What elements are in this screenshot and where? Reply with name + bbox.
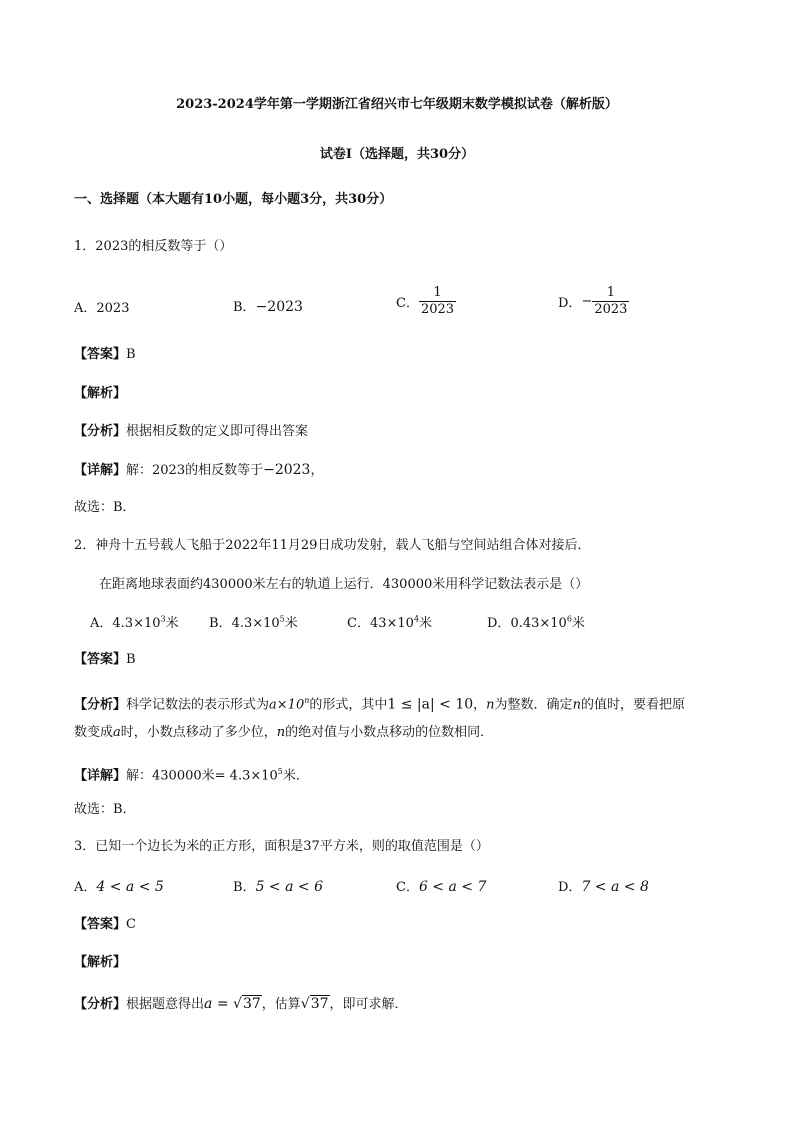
q3-radicand: 37 [242,996,261,1012]
document-title: 2023-2024学年第一学期浙江省绍兴市七年级期末数学模拟试卷（解析版） [176,97,618,112]
q2-detail-exp: 5 [277,767,283,776]
q2-analysis-text-d: 为整数．确定 [494,697,573,713]
q2-formula-exp: n [304,696,310,705]
q3-option-a-expr: 4 < a < 5 [96,879,164,895]
q1-option-c-denominator: 2023 [420,302,455,317]
q1-analysis [74,423,308,441]
q3-analysis-text-a: 根据题意得出 [126,997,205,1012]
q2-answer-tag: 【答案】 [74,652,127,667]
q2-choice: 故选：B． [74,802,136,817]
q1-option-d-fraction [592,285,629,318]
q3-option-c [396,876,486,895]
q1-option-c-label: C． [396,296,419,311]
q1-option-c-numerator: 1 [419,285,456,302]
q2-option-b-unit: 米 [284,616,298,631]
q2-option-a-base: 4.3×10 [112,616,161,631]
q1-detail-value: −2023 [263,462,311,478]
q1-choice: 故选：B． [74,500,136,515]
q2-detail-end: 米． [282,768,309,784]
q3-option-b [233,876,323,895]
q2-option-b [209,612,298,631]
q1-detail-pre: 解：2023的相反数等于 [126,463,264,478]
q2-var-n2: n [572,697,581,713]
q1-option-c [396,285,456,318]
q1-stem: 1．2023的相反数等于（） [74,239,233,254]
q3-answer-tag: 【答案】 [74,917,127,932]
q2-inequality: 1 ≤ |a| < 10 [387,696,474,713]
q3-radicand2: 37 [310,996,329,1012]
q2-detail-pre: 解：430000米 [126,768,215,784]
part-heading: 一、选择题（本大题有10小题，每小题3分，共30分） [74,192,393,207]
q2-stem-line1: 2．神舟十五号载人飞船于2022年11月29日成功发射，载人飞船与空间站组合体对接后． [74,538,591,553]
q2-analysis-line2 [74,724,493,742]
q2-analysis-text-e: 的值时，要看把原 [580,697,685,713]
q1-detail [74,461,323,480]
q1-answer-value: B [126,347,136,362]
q3-analysis-tag: 【分析】 [74,997,127,1012]
q3-answer-value: C [126,917,136,932]
q3-analysis [74,995,408,1014]
q1-option-d-numerator: 1 [592,285,629,302]
q2-detail-tag: 【详解】 [74,768,127,784]
q2-option-b-exp: 5 [279,614,285,624]
q2-option-c [347,612,432,631]
q1-option-d [558,285,629,318]
q1-jiexi-tag: 【解析】 [74,386,127,401]
q3-option-c-expr: 6 < a < 7 [418,879,487,895]
q3-option-d-label: D． [558,880,582,895]
q2-answer [74,651,136,669]
q3-option-c-label: C． [396,880,419,895]
q3-option-b-label: B． [233,880,256,895]
q2-var-n3: n [276,725,286,740]
q1-option-b [233,296,303,315]
q3-analysis-text-c: ，即可求解． [329,997,408,1012]
q2-option-a-label: A． [90,616,113,631]
q1-answer-tag: 【答案】 [74,347,127,362]
q2-option-b-label: B． [209,616,232,631]
q2-var-a: a [113,725,121,740]
q2-var-n: n [486,697,495,713]
q3-analysis-text-b: ，估算 [261,997,301,1012]
q2-option-a-exp: 3 [160,614,166,624]
q3-option-b-expr: 5 < a < 6 [255,879,323,895]
q2-option-a-unit: 米 [165,616,179,631]
q3-option-a [74,876,164,895]
q1-analysis-text: 根据相反数的定义即可得出答案 [126,424,309,439]
q1-option-b-value: −2023 [255,299,303,315]
q2-detail-eq: = 4.3×10 [214,768,278,784]
q2-stem-line2: 在距离地球表面约430000米左右的轨道上运行．430000米用科学记数法表示是（） [99,577,589,592]
q2-analysis2-text-a: 数变成 [74,725,114,740]
q2-option-d [487,612,585,631]
section-title: 试卷Ⅰ（选择题，共30分） [319,147,475,162]
q1-analysis-tag: 【分析】 [74,424,127,439]
q2-analysis-text-c: ， [473,697,487,713]
q2-option-b-base: 4.3×10 [231,616,280,631]
q1-detail-end: ， [310,463,324,478]
q2-formula-base: a×10 [269,697,305,713]
q2-analysis2-text-c: 的绝对值与小数点移动的位数相同． [285,725,494,740]
q1-option-d-sign: − [581,294,593,309]
q2-option-d-label: D． [487,616,511,631]
q1-option-a: A．2023 [74,301,130,316]
q3-jiexi-tag: 【解析】 [74,955,127,970]
q2-option-d-base: 0.43×10 [510,616,567,631]
q2-analysis-line1 [74,692,685,714]
q2-analysis-text-b: 的形式，其中 [309,697,388,713]
q2-option-a [90,612,179,631]
q2-option-c-unit: 米 [419,616,433,631]
q2-detail [74,763,309,785]
q2-option-c-label: C． [347,616,370,631]
q2-option-c-base: 43×10 [369,616,414,631]
q2-analysis-text-a: 科学记数法的表示形式为 [126,697,270,713]
q3-option-d [558,876,649,895]
q1-answer [74,346,136,364]
q3-eq: a = √ [204,996,242,1012]
q2-option-c-exp: 4 [413,614,420,624]
q1-option-d-denominator: 2023 [594,302,628,317]
q2-option-d-exp: 6 [566,614,572,624]
q3-option-d-expr: 7 < a < 8 [581,879,649,895]
q3-sqrt-sign: √ [300,996,310,1012]
q1-option-d-label: D． [558,296,582,311]
q1-detail-tag: 【详解】 [74,463,127,478]
q3-stem: 3．已知一个边长为米的正方形，面积是37平方米，则的取值范围是（） [74,839,489,854]
q3-answer [74,916,136,934]
q2-answer-value: B [126,652,136,667]
q2-option-d-unit: 米 [571,616,585,631]
q1-option-b-label: B． [233,300,256,315]
q3-option-a-label: A． [74,880,97,895]
q1-option-c-fraction [419,285,456,318]
q2-analysis-tag: 【分析】 [74,697,127,713]
q2-analysis2-text-b: 时，小数点移动了多少位， [120,725,277,740]
